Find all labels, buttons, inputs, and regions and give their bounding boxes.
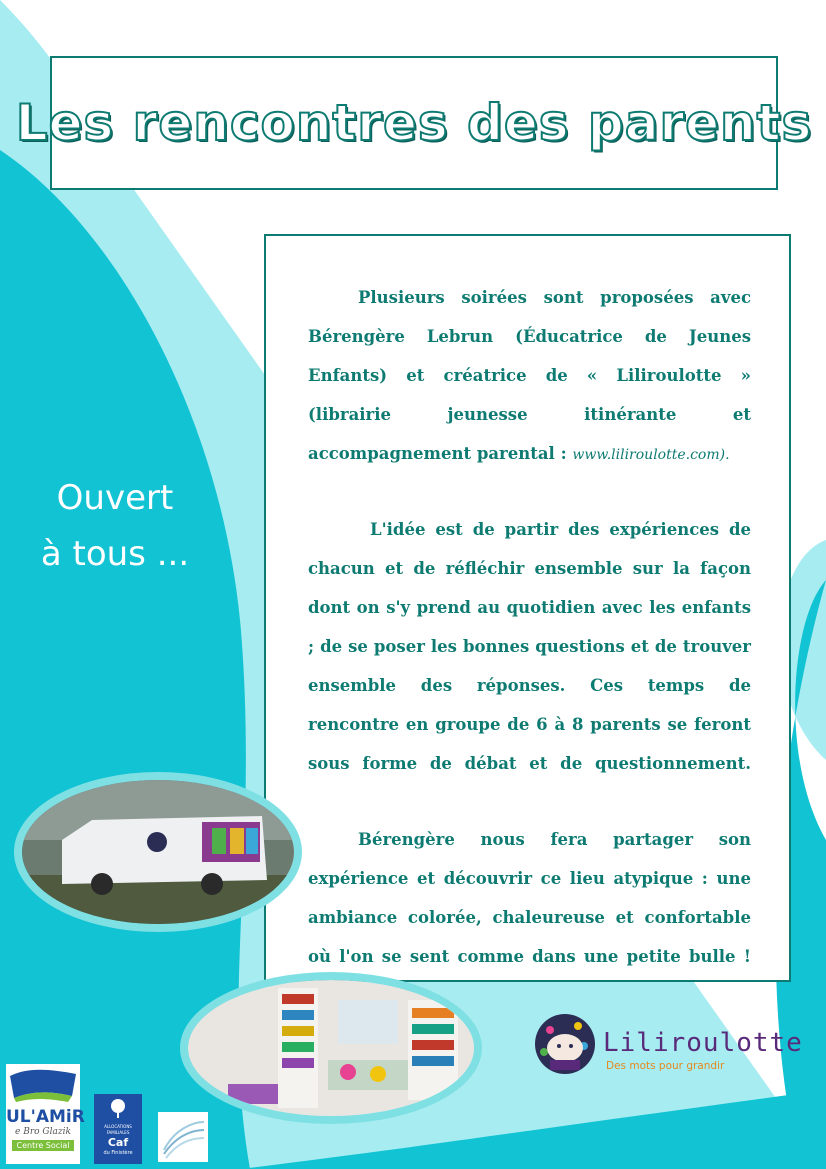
camper-van-photo <box>14 772 302 932</box>
ulamir-logo <box>6 1064 85 1164</box>
ulamir-flag-icon <box>6 1064 80 1104</box>
paragraph-2-text: L'idée est de partir des expériences de chacun et de réfléchir ensemble sur la façon dont on s'y prend au quotidien avec les enfants ; de se poser les bonnes questions et de trouver ensemble des réponses. Ces temps de rencontre en groupe de 6 à 8 parents se feront sous forme de débat et de questionnement. <box>308 520 751 773</box>
paragraph-3 <box>308 820 751 976</box>
caf-name: Caf <box>107 1136 129 1149</box>
caf-allocations: ALLOCATIONS FAMILIALES <box>104 1124 132 1135</box>
paragraph-2 <box>308 510 751 783</box>
swirl-icon <box>158 1112 208 1162</box>
liliroulotte-mascot-icon <box>530 1012 600 1082</box>
caf-tree-icon <box>106 1098 130 1120</box>
description-box <box>264 234 791 982</box>
partner-swirl-logo <box>158 1112 208 1162</box>
paragraph-1-text: Plusieurs soirées sont proposées avec Bérengère Lebrun (Éducatrice de Jeunes Enfants) et créatrice de « Liliroulotte » (librairie jeunesse itinérante et accompagnement parental : <box>308 288 751 463</box>
website-link[interactable]: www.liliroulotte.com <box>572 447 720 463</box>
ulamir-subtitle: e Bro Glazik <box>15 1127 71 1137</box>
paragraph-1-end: ). <box>719 447 730 463</box>
caf-logo <box>94 1094 142 1164</box>
open-line-1: Ouvert <box>56 478 174 518</box>
liliroulotte-tagline: Des mots pour grandir <box>606 1060 725 1072</box>
open-line-2: à tous ... <box>40 534 190 574</box>
paragraph-1 <box>308 278 751 475</box>
paragraph-3-text: Bérengère nous fera partager son expérience et découvrir ce lieu atypique : une ambiance colorée, chaleureuse et confortable où l'on se sent comme dans une petite bulle ! <box>308 830 751 966</box>
ulamir-centre-social: Centre Social <box>12 1140 74 1151</box>
library-interior-photo <box>180 972 482 1124</box>
liliroulotte-logo <box>530 1012 803 1082</box>
page-title: Les rencontres des parents <box>15 94 813 152</box>
open-to-all-text <box>30 470 200 582</box>
title-box <box>15 56 813 190</box>
liliroulotte-name: Liliroulotte <box>603 1028 803 1058</box>
caf-finistere: du Finistère <box>103 1150 133 1156</box>
ulamir-name: UL'AMiR <box>6 1107 85 1127</box>
